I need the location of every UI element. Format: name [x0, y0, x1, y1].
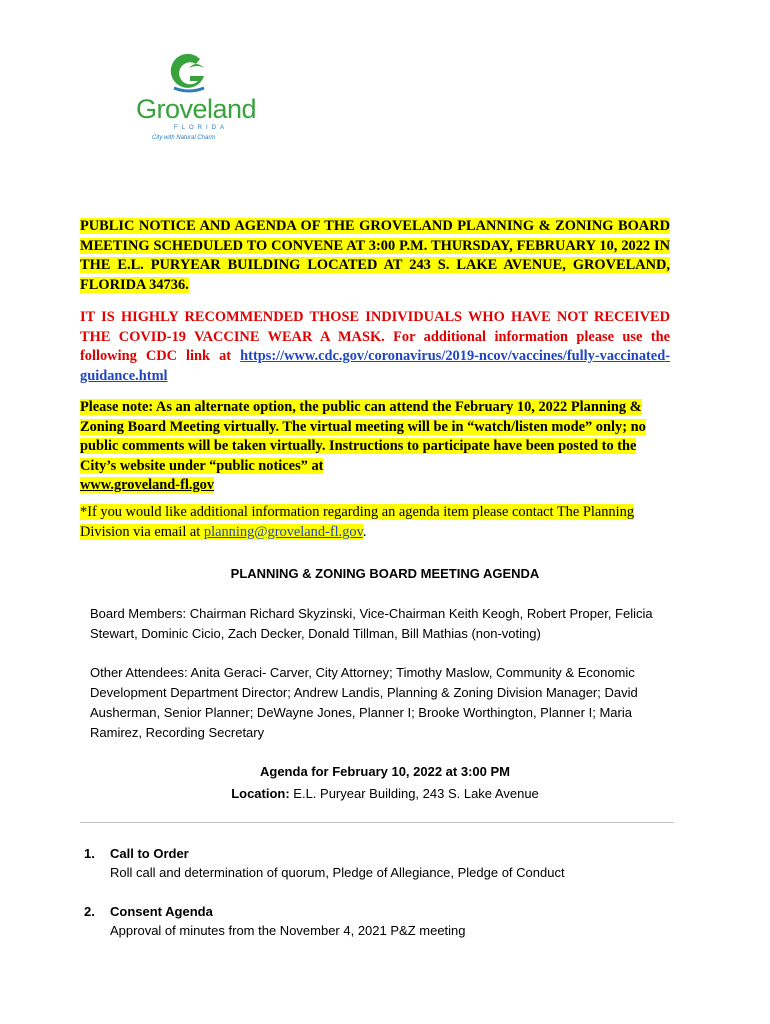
- logo-wordmark: Groveland: [136, 94, 257, 124]
- contact-note-end: .: [362, 523, 367, 540]
- groveland-g-icon: [166, 50, 212, 96]
- agenda-title: PLANNING & ZONING BOARD MEETING AGENDA: [230, 566, 540, 581]
- meeting-location: [0, 786, 770, 801]
- logo-state: FLORIDA: [174, 125, 229, 131]
- agenda-item-number: 2.: [84, 904, 95, 919]
- virtual-attendance-note: [80, 398, 670, 496]
- contact-note-text: *If you would like additional information regarding an agenda item please contact The Planning Division via email at: [80, 504, 635, 540]
- board-members: Board Members: Chairman Richard Skyzinski, Vice-Chairman Keith Keogh, Robert Proper, Felicia Stewart, Dominic Cicio, Zach Decker, Donald Tillman, Bill Mathias (non-voting): [90, 606, 653, 641]
- location-label: Location:: [231, 786, 290, 801]
- agenda-item-heading: Consent Agenda: [110, 904, 213, 919]
- planning-email-link[interactable]: planning@groveland-fl.gov: [203, 523, 363, 540]
- virtual-attendance-text: Please note: As an alternate option, the public can attend the February 10, 2022 Planning & Zoning Board Meeting virtually. The virtual meeting will be in “watch/listen mode” only; no public comments will be taken virtually. Instructions to participate have been posted to the City’s website under “public notices” at: [80, 399, 646, 474]
- city-website-link[interactable]: www.groveland-fl.gov: [80, 477, 215, 493]
- covid-notice: [80, 308, 670, 386]
- covid-notice-text: IT IS HIGHLY RECOMMENDED THOSE INDIVIDUALS WHO HAVE NOT RECEIVED THE COVID-19 VACCINE WEAR A MASK. For additional information please use the following CDC link at: [80, 309, 670, 364]
- agenda-date-line: Agenda for February 10, 2022 at 3:00 PM: [260, 764, 510, 779]
- contact-note: [80, 503, 670, 542]
- public-notice-text: PUBLIC NOTICE AND AGENDA OF THE GROVELAND PLANNING & ZONING BOARD MEETING SCHEDULED TO CONVENE AT 3:00 P.M. THURSDAY, FEBRUARY 10, 2022 IN THE E.L. PURYEAR BUILDING LOCATED AT 243 S. LAKE AVENUE, GROVELAND, FLORIDA 34736.: [80, 218, 670, 293]
- section-divider: [80, 822, 674, 823]
- other-attendees: Other Attendees: Anita Geraci- Carver, City Attorney; Timothy Maslow, Community & Economic Development Department Director; Andrew Landis, Planning & Zoning Division Manager; David Ausherman, Senior Planner; DeWayne Jones, Planner I; Brooke Worthington, Planner I; Maria Ramirez, Recording Secretary: [90, 665, 638, 740]
- agenda-item-description: Approval of minutes from the November 4, 2021 P&Z meeting: [110, 923, 466, 938]
- agenda-item-description: Roll call and determination of quorum, Pledge of Allegiance, Pledge of Conduct: [110, 865, 565, 880]
- logo-tagline: City with Natural Charm: [152, 135, 216, 141]
- cdc-link[interactable]: https://www.cdc.gov/coronavirus/2019-ncov/vaccines/fully-vaccinated-guidance.html: [80, 348, 670, 384]
- location-value: E.L. Puryear Building, 243 S. Lake Avenue: [289, 786, 539, 801]
- agenda-item-number: 1.: [84, 846, 95, 861]
- groveland-logo: [134, 50, 257, 150]
- agenda-item-heading: Call to Order: [110, 846, 189, 861]
- public-notice-heading: [80, 217, 670, 295]
